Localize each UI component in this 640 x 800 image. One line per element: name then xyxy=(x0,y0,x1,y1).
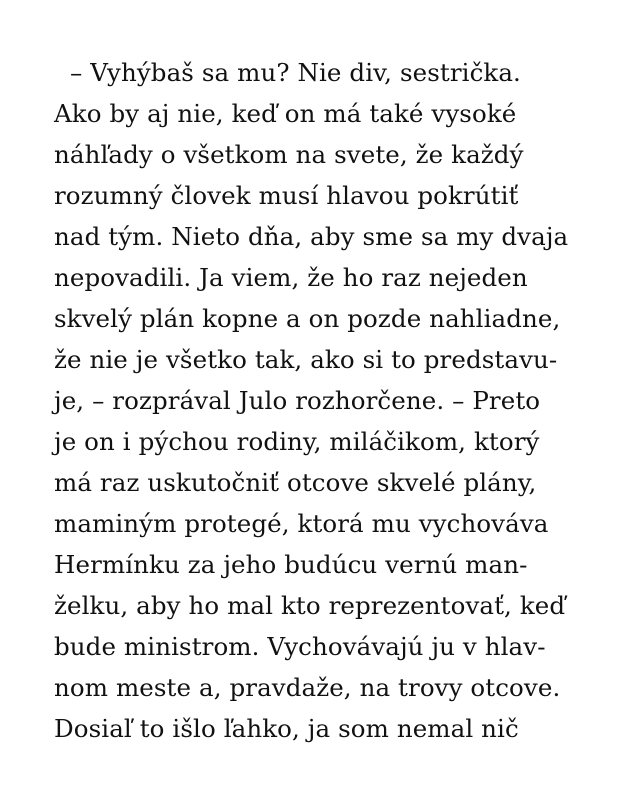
text-line: rozumný človek musí hlavou pokrútiť xyxy=(54,181,519,210)
text-line: skvelý plán kopne a on pozde nahliadne, xyxy=(54,304,561,333)
text-line: Dosiaľ to išlo ľahko, ja som nemal nič xyxy=(54,714,519,743)
text-line: maminým protegé, ktorá mu vychováva xyxy=(54,509,549,538)
text-line: – Vyhýbaš sa mu? Nie div, sestrička. xyxy=(70,58,521,87)
text-line: Ako by aj nie, keď on má také vysoké xyxy=(54,99,517,128)
text-line: nad tým. Nieto dňa, aby sme sa my dvaja xyxy=(54,222,569,251)
text-line: je on i pýchou rodiny, miláčikom, ktorý xyxy=(54,427,540,456)
text-line: Hermínku za jeho budúcu vernú man- xyxy=(54,550,528,579)
text-line: je, – rozprával Julo rozhorčene. – Preto xyxy=(54,386,541,415)
text-line: má raz uskutočniť otcove skvelé plány, xyxy=(54,468,537,497)
text-line: nepovadili. Ja viem, že ho raz nejeden xyxy=(54,263,528,292)
paragraph xyxy=(54,52,614,749)
text-line: náhľady o všetkom na svete, že každý xyxy=(54,140,524,169)
text-line: nom meste a, pravdaže, na trovy otcove. xyxy=(54,673,561,702)
text-line: bude ministrom. Vychovávajú ju v hlav- xyxy=(54,632,546,661)
text-line: že nie je všetko tak, ako si to predstavu- xyxy=(54,345,558,374)
text-line: želku, aby ho mal kto reprezentovať, keď xyxy=(54,591,566,620)
